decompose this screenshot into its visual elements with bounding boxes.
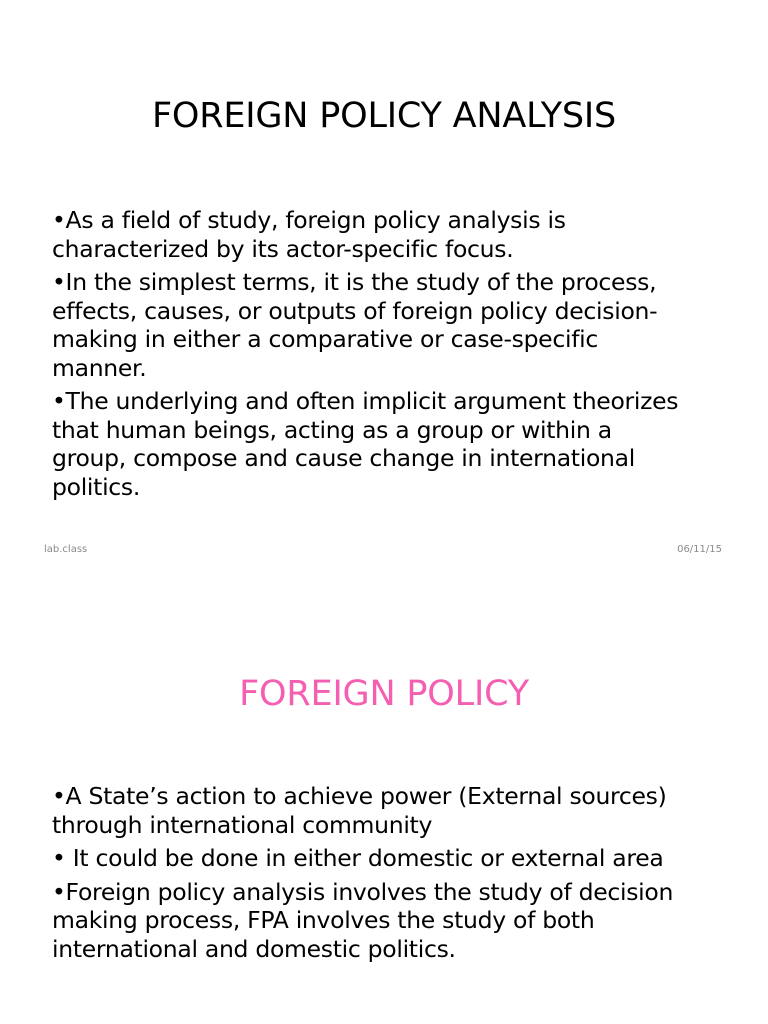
- bullet-text: • It could be done in either domestic or external area: [52, 844, 664, 872]
- slide-2: [0, 576, 768, 1024]
- slide-1-bullet-list: [52, 206, 752, 506]
- bullet-text: •Foreign policy analysis involves the study of decision making process, FPA involves the study of both international and domestic politics.: [52, 877, 674, 963]
- bullet-item: [52, 387, 752, 501]
- bullet-text: •In the simplest terms, it is the study of the process, effects, causes, or outputs of foreign policy decision- making in either a comparative or case-specific manner.: [52, 268, 658, 382]
- bullet-item: [52, 782, 752, 839]
- slide-1-title: FOREIGN POLICY ANALYSIS: [151, 96, 617, 136]
- slide-footer-left: lab.class: [44, 544, 88, 555]
- bullet-item: [52, 878, 752, 964]
- slide-2-title: FOREIGN POLICY: [239, 674, 529, 714]
- bullet-item: [52, 206, 752, 263]
- bullet-text: •A State’s action to achieve power (External sources) through international community: [52, 782, 667, 839]
- bullet-item: [52, 844, 752, 873]
- bullet-text: •The underlying and often implicit argument theorizes that human beings, acting as a group or within a group, compose and cause change in international politics.: [52, 387, 679, 501]
- slide-footer-date: 06/11/15: [677, 544, 722, 555]
- bullet-item: [52, 268, 752, 382]
- bullet-text: •As a field of study, foreign policy analysis is characterized by its actor-specific focus.: [52, 206, 566, 263]
- slide-2-bullet-list: [52, 782, 752, 968]
